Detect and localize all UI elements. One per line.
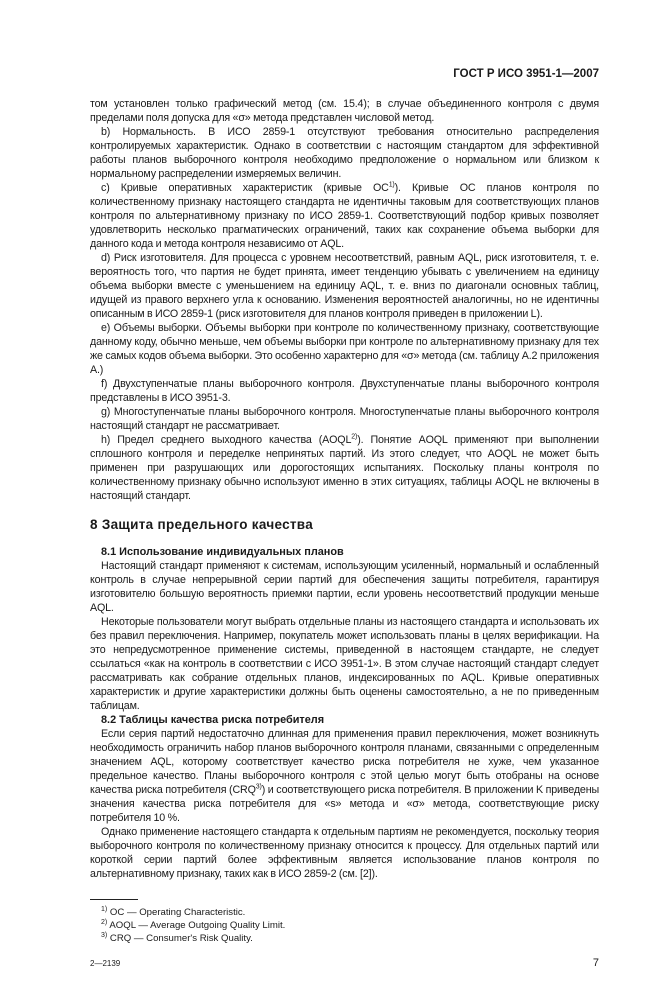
subsection-heading: 8.1 Использование индивидуальных планов [101,546,344,558]
paragraph-h: h) Предел среднего выходного качества (AOQL$^{2)}$). Понятие AOQL применяют при выполнении сплошного контроля и переделке непринятых партий. Из этого следует, что AOQL не может быть применен при разрушающих или дорогостоящих испытаниях. Поскольку планы контроля по количественному признаку обычно используют именно в этих ситуациях, таблицы AOQL не включены в настоящий стандарт. [90,433,600,502]
paragraph-f: f) Двухступенчатые планы выборочного контроля. Двухступенчатые планы выборочного контроля представлены в ИСО 3951-3. [90,378,599,404]
paragraph-b: b) Нормальность. В ИСО 2859-1 отсутствуют требования относительно распределения контролируемых характеристик. Однако в соответствии с настоящим стандартом для эффективной работы планов выборочного контроля необходимо предположение о нормальном или близком к нормальному распределении измеряемых величин. [90,126,599,180]
paragraph-continuation: том установлен только графический метод (см. 15.4); в случае объединенного контроля с двумя пределами поля допуска для «σ» метода представлен числовой метод. [90,98,599,124]
document-header: ГОСТ Р ИСО 3951-1—2007 [453,68,599,80]
footnote-divider [90,899,138,900]
paragraph-e: e) Объемы выборки. Объемы выборки при контроле по количественному признаку, соответствующие данному коду, обычно меньше, чем объемы выборки при контроле по альтернативному признаку для тех же самых кодов объема выборки. Это особенно характерно для «σ» метода (см. таблицу A.2 приложения A.) [90,322,599,376]
sheet-code: 2—2139 [90,959,121,968]
footnote-ref: 2) [351,433,358,441]
footnote: $^{1)}$ OC — Operating Characteristic. [101,905,246,918]
page-body [90,0,599,993]
paragraph-d: d) Риск изготовителя. Для процесса с уровнем несоответствий, равным AQL, риск изготовителя, т. е. вероятность того, что партия не будет принята, имеет тенденцию убывать с увеличением на единицу объема выборки вместе с уменьшением на единицу AQL, т. е. вниз по диагонали основных таблиц, идущей из правого верхнего угла к основанию. Изменения вероятностей аналогичны, но не идентичны описанным в ИСО 2859-1 (риск изготовителя для планов контроля приведен в приложении L). [90,252,599,320]
paragraph-g: g) Многоступенчатые планы выборочного контроля. Многоступенчатые планы выборочного контроля настоящий стандарт не рассматривает. [90,406,599,432]
section-heading: 8 Защита предельного качества [90,517,314,532]
paragraph: Настоящий стандарт применяют к системам, использующим усиленный, нормальный и ослабленный контроль в случае непрерывной серии партий для обеспечения защиты потребителя, гарантируя изготовителю большую вероятность приемки партии, если уровень несоответствий продукции меньше AQL. [90,560,599,614]
paragraph: Если серия партий недостаточно длинная для применения правил переключения, может возникнуть необходимость ограничить набор планов выборочного контроля планами, связанными с определенным значением AQL, которому соответствует качество риска потребителя не хуже, чем указанное предельное качество. Планы выборочного контроля с этой целью могут быть отобраны на основе качества риска потребителя (CRQ$^{3)}$) и соответствующего риска потребителя. В приложении K приведены значения качества риска потребителя для «s» метода и «σ» метода, соответствующие риску потребителя 10 %. [90,728,599,824]
paragraph: Некоторые пользователи могут выбрать отдельные планы из настоящего стандарта и использовать их без правил переключения. Например, покупатель может использовать планы в целях верификации. На это непредусмотренное применение системы, приведенной в настоящем стандарте, не следует ссылаться «как на контроль в соответствии с ИСО 3951-1». В этом случае настоящий стандарт следует рассматривать как собрание отдельных планов, индексированных по AQL. Кривые оперативных характеристик и другие характеристики должны быть оценены самостоятельно, а не по приведенным таблицам. [90,616,599,712]
subsection-heading: 8.2 Таблицы качества риска потребителя [101,714,325,726]
page-footer [90,957,599,973]
footnote: $^{2)}$ AOQL — Average Outgoing Quality Limit. [101,918,286,931]
footnote-ref: 3) [255,783,262,791]
footnote-ref: 1) [388,181,395,189]
paragraph: Однако применение настоящего стандарта к отдельным партиям не рекомендуется, поскольку теория выборочного контроля по количественному признаку относится к процессу. Для отдельных партий или короткой серии партий более эффективным является использование планов контроля по альтернативному признаку, таких как в ИСО 2859-2 (см. [2]). [90,826,599,880]
paragraph-c: c) Кривые оперативных характеристик (кривые OC$^{1)}$). Кривые ОС планов контроля по количественному признаку настоящего стандарта не идентичны таковым для соответствующих планов контроля по альтернативному признаку по ИСО 2859-1. Соответствующий подбор кривых позволяет удовлетворить несколько прагматических ограничений, таких как сохранение объема выборки для данного кода и метода контроля независимо от AQL. [90,181,599,250]
footnote: $^{3)}$ CRQ — Consumer's Risk Quality. [101,931,253,944]
page-number: 7 [592,957,599,969]
